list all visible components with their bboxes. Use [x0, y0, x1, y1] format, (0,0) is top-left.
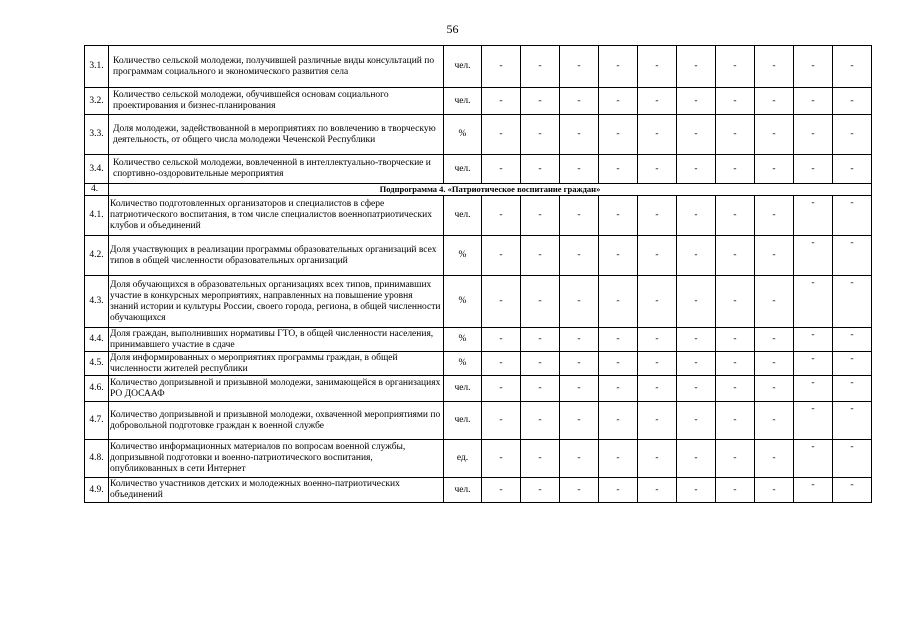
- value-cell: -: [716, 328, 755, 352]
- value-cell: -: [560, 276, 599, 328]
- value-cell: -: [677, 440, 716, 478]
- value-cell: -: [521, 352, 560, 376]
- value-cell: -: [755, 155, 794, 184]
- indicators-table: [84, 45, 872, 503]
- row-unit: %: [444, 352, 482, 376]
- value-cell: -: [599, 376, 638, 402]
- value-cell: -: [638, 196, 677, 236]
- value-cell: -: [599, 352, 638, 376]
- value-cell: -: [794, 155, 833, 184]
- value-cell: -: [794, 46, 833, 88]
- value-cell: -: [833, 46, 872, 88]
- row-description: Количество сельской молодежи, вовлеченной в интеллектуально-творческие и спортивно-оздоровительные мероприятия: [109, 155, 444, 184]
- value-cell: -: [560, 402, 599, 440]
- value-cell: -: [833, 276, 872, 328]
- row-description: Количество допризывной и призывной молодежи, занимающейся в организациях РО ДОСААФ: [109, 376, 444, 402]
- value-cell: -: [599, 196, 638, 236]
- value-cell: -: [794, 276, 833, 328]
- value-cell: -: [677, 276, 716, 328]
- value-cell: -: [521, 440, 560, 478]
- table-row: [85, 196, 872, 236]
- row-number: 4.7.: [85, 402, 109, 440]
- value-cell: -: [755, 376, 794, 402]
- value-cell: -: [482, 440, 521, 478]
- value-cell: -: [677, 478, 716, 503]
- value-cell: -: [599, 402, 638, 440]
- value-cell: -: [794, 352, 833, 376]
- value-cell: -: [560, 376, 599, 402]
- table-row: [85, 328, 872, 352]
- value-cell: -: [755, 478, 794, 503]
- row-number: 3.4.: [85, 155, 109, 184]
- value-cell: -: [638, 46, 677, 88]
- value-cell: -: [755, 328, 794, 352]
- table-row: [85, 155, 872, 184]
- row-number: 4.6.: [85, 376, 109, 402]
- value-cell: -: [482, 236, 521, 276]
- value-cell: -: [521, 46, 560, 88]
- value-cell: -: [599, 478, 638, 503]
- value-cell: -: [716, 46, 755, 88]
- value-cell: -: [638, 352, 677, 376]
- value-cell: -: [677, 196, 716, 236]
- value-cell: -: [794, 440, 833, 478]
- value-cell: -: [755, 88, 794, 115]
- value-cell: -: [677, 402, 716, 440]
- value-cell: -: [833, 328, 872, 352]
- value-cell: -: [794, 478, 833, 503]
- value-cell: -: [482, 196, 521, 236]
- value-cell: -: [716, 155, 755, 184]
- row-description: Количество допризывной и призывной молодежи, охваченной мероприятиями по добровольной подготовке граждан к военной службе: [109, 402, 444, 440]
- value-cell: -: [677, 328, 716, 352]
- value-cell: -: [833, 402, 872, 440]
- value-cell: -: [794, 115, 833, 155]
- value-cell: -: [599, 236, 638, 276]
- value-cell: -: [716, 376, 755, 402]
- value-cell: -: [716, 352, 755, 376]
- value-cell: -: [677, 155, 716, 184]
- row-unit: чел.: [444, 478, 482, 503]
- value-cell: -: [521, 196, 560, 236]
- table-row: [85, 352, 872, 376]
- section-title: Подпрограмма 4. «Патриотическое воспитание граждан»: [109, 184, 872, 196]
- table-row: [85, 236, 872, 276]
- value-cell: -: [560, 155, 599, 184]
- value-cell: -: [521, 155, 560, 184]
- value-cell: -: [560, 46, 599, 88]
- section-row: [85, 184, 872, 196]
- value-cell: -: [794, 376, 833, 402]
- table-row: [85, 115, 872, 155]
- table-row: [85, 402, 872, 440]
- row-number: 4.2.: [85, 236, 109, 276]
- value-cell: -: [560, 196, 599, 236]
- value-cell: -: [677, 115, 716, 155]
- value-cell: -: [677, 376, 716, 402]
- value-cell: -: [833, 196, 872, 236]
- value-cell: -: [677, 352, 716, 376]
- value-cell: -: [482, 46, 521, 88]
- value-cell: -: [755, 46, 794, 88]
- value-cell: -: [716, 478, 755, 503]
- row-description: Доля граждан, выполнивших нормативы ГТО, в общей численности населения, принимавшего участие в сдаче: [109, 328, 444, 352]
- row-description: Количество подготовленных организаторов и специалистов в сфере патриотического воспитания, в том числе специалистов военнопатриотических клубов и объединений: [109, 196, 444, 236]
- value-cell: -: [521, 376, 560, 402]
- value-cell: -: [755, 236, 794, 276]
- value-cell: -: [794, 236, 833, 276]
- value-cell: -: [482, 115, 521, 155]
- row-description: Количество информационных материалов по вопросам военной службы, допризывной подготовки и военно-патриотического воспитания, опубликованных в сети Интернет: [109, 440, 444, 478]
- value-cell: -: [833, 352, 872, 376]
- section-number: 4.: [85, 184, 109, 196]
- value-cell: -: [521, 276, 560, 328]
- value-cell: -: [560, 352, 599, 376]
- value-cell: -: [833, 376, 872, 402]
- value-cell: -: [482, 376, 521, 402]
- value-cell: -: [560, 88, 599, 115]
- value-cell: -: [677, 88, 716, 115]
- table-row: [85, 376, 872, 402]
- value-cell: -: [677, 46, 716, 88]
- table-row: [85, 46, 872, 88]
- value-cell: -: [833, 115, 872, 155]
- value-cell: -: [560, 478, 599, 503]
- row-unit: чел.: [444, 196, 482, 236]
- value-cell: -: [755, 115, 794, 155]
- value-cell: -: [638, 236, 677, 276]
- row-unit: ед.: [444, 440, 482, 478]
- row-unit: чел.: [444, 46, 482, 88]
- value-cell: -: [599, 440, 638, 478]
- value-cell: -: [638, 440, 677, 478]
- table-row: [85, 440, 872, 478]
- table-row: [85, 88, 872, 115]
- value-cell: -: [794, 328, 833, 352]
- value-cell: -: [638, 276, 677, 328]
- row-description: Доля обучающихся в образовательных организациях всех типов, принимавших участие в конкурсных мероприятиях, направленных на повышение уровня знаний истории и культуры России, своего города, региона, в общей численности обучающихся: [109, 276, 444, 328]
- value-cell: -: [482, 276, 521, 328]
- row-description: Количество участников детских и молодежных военно-патриотических объединений: [109, 478, 444, 503]
- value-cell: -: [638, 376, 677, 402]
- value-cell: -: [521, 236, 560, 276]
- value-cell: -: [833, 88, 872, 115]
- value-cell: -: [716, 236, 755, 276]
- value-cell: -: [716, 88, 755, 115]
- value-cell: -: [521, 88, 560, 115]
- row-description: Количество сельской молодежи, обучившейся основам социального проектирования и бизнес-планирования: [109, 88, 444, 115]
- value-cell: -: [482, 352, 521, 376]
- value-cell: -: [560, 115, 599, 155]
- value-cell: -: [482, 328, 521, 352]
- value-cell: -: [638, 88, 677, 115]
- row-unit: %: [444, 115, 482, 155]
- row-description: Доля молодежи, задействованной в мероприятиях по вовлечению в творческую деятельность, от общего числа молодежи Чеченской Республики: [109, 115, 444, 155]
- value-cell: -: [560, 328, 599, 352]
- row-description: Количество сельской молодежи, получившей различные виды консультаций по программам социального и экономического развития села: [109, 46, 444, 88]
- value-cell: -: [755, 276, 794, 328]
- value-cell: -: [482, 88, 521, 115]
- value-cell: -: [677, 236, 716, 276]
- value-cell: -: [482, 478, 521, 503]
- row-description: Доля информированных о мероприятиях программы граждан, в общей численности жителей республики: [109, 352, 444, 376]
- row-unit: чел.: [444, 402, 482, 440]
- row-number: 4.8.: [85, 440, 109, 478]
- row-number: 4.9.: [85, 478, 109, 503]
- value-cell: -: [755, 402, 794, 440]
- row-unit: чел.: [444, 88, 482, 115]
- value-cell: -: [599, 46, 638, 88]
- value-cell: -: [599, 115, 638, 155]
- row-number: 4.4.: [85, 328, 109, 352]
- value-cell: -: [638, 328, 677, 352]
- value-cell: -: [599, 88, 638, 115]
- row-number: 3.1.: [85, 46, 109, 88]
- row-unit: %: [444, 276, 482, 328]
- value-cell: -: [833, 155, 872, 184]
- row-number: 3.3.: [85, 115, 109, 155]
- value-cell: -: [638, 155, 677, 184]
- value-cell: -: [794, 196, 833, 236]
- value-cell: -: [638, 402, 677, 440]
- value-cell: -: [521, 402, 560, 440]
- value-cell: -: [560, 440, 599, 478]
- value-cell: -: [833, 478, 872, 503]
- value-cell: -: [521, 115, 560, 155]
- value-cell: -: [560, 236, 599, 276]
- value-cell: -: [599, 276, 638, 328]
- value-cell: -: [833, 440, 872, 478]
- row-number: 3.2.: [85, 88, 109, 115]
- value-cell: -: [638, 115, 677, 155]
- row-unit: чел.: [444, 155, 482, 184]
- value-cell: -: [521, 478, 560, 503]
- value-cell: -: [833, 236, 872, 276]
- row-description: Доля участвующих в реализации программы образовательных организаций всех типов в общей численности образовательных организаций: [109, 236, 444, 276]
- value-cell: -: [521, 328, 560, 352]
- value-cell: -: [716, 115, 755, 155]
- value-cell: -: [716, 440, 755, 478]
- row-number: 4.5.: [85, 352, 109, 376]
- value-cell: -: [482, 155, 521, 184]
- value-cell: -: [755, 352, 794, 376]
- row-unit: %: [444, 328, 482, 352]
- value-cell: -: [755, 196, 794, 236]
- value-cell: -: [716, 402, 755, 440]
- value-cell: -: [482, 402, 521, 440]
- table-row: [85, 478, 872, 503]
- row-number: 4.3.: [85, 276, 109, 328]
- row-number: 4.1.: [85, 196, 109, 236]
- value-cell: -: [794, 402, 833, 440]
- value-cell: -: [599, 328, 638, 352]
- row-unit: чел.: [444, 376, 482, 402]
- value-cell: -: [755, 440, 794, 478]
- value-cell: -: [716, 196, 755, 236]
- value-cell: -: [638, 478, 677, 503]
- row-unit: %: [444, 236, 482, 276]
- table-row: [85, 276, 872, 328]
- value-cell: -: [716, 276, 755, 328]
- value-cell: -: [794, 88, 833, 115]
- value-cell: -: [599, 155, 638, 184]
- page-number: 56: [446, 22, 459, 36]
